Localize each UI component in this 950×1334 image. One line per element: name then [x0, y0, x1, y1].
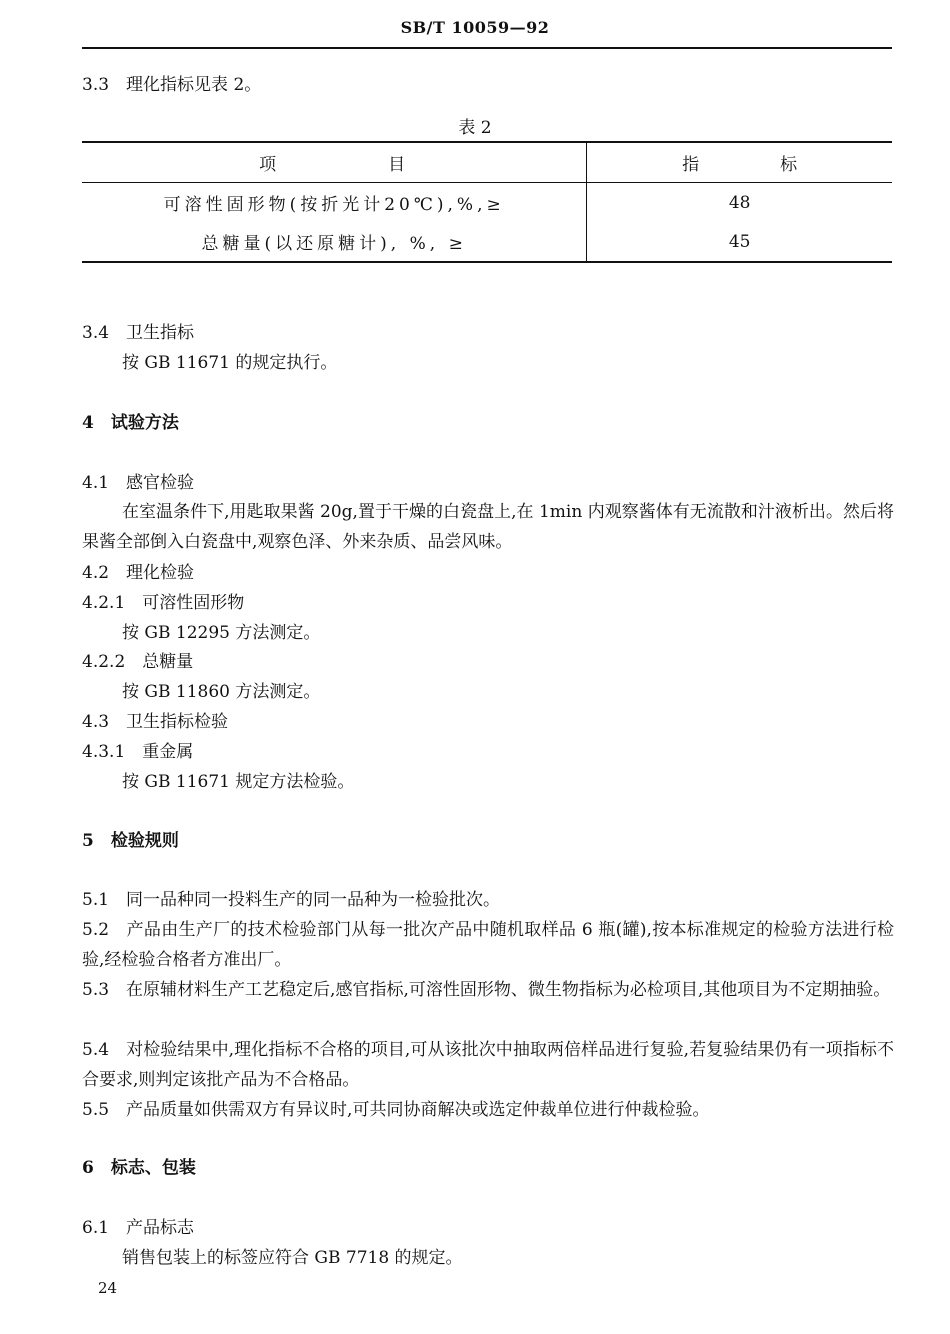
clause-4-2-2-body: 按 GB 11860 方法测定。	[122, 682, 321, 702]
page-number: 24	[98, 1279, 118, 1297]
clause-5-3: 5.3 在原辅材料生产工艺稳定后,感官指标,可溶性固形物、微生物指标为必检项目,其他项目为不定期抽验。	[82, 980, 891, 1000]
table-cell-value: 45	[587, 222, 892, 262]
section-4-heading: 4 试验方法	[82, 413, 179, 433]
table-header-row	[82, 142, 892, 183]
clause-4-2-2-heading: 4.2.2 总糖量	[82, 652, 194, 672]
table-2	[82, 141, 892, 263]
clause-4-3-1-body: 按 GB 11671 规定方法检验。	[122, 772, 355, 792]
clause-6-1-body: 销售包装上的标签应符合 GB 7718 的规定。	[122, 1248, 463, 1268]
clause-6-1-heading: 6.1 产品标志	[82, 1218, 195, 1238]
clause-4-1-heading: 4.1 感官检验	[82, 473, 195, 493]
header-rule	[82, 47, 892, 49]
clause-4-2-1-body: 按 GB 12295 方法测定。	[122, 623, 321, 643]
clause-5-4: 5.4 对检验结果中,理化指标不合格的项目,可从该批次中抽取两倍样品进行复验,若复验结果仍有一项指标不合要求,则判定该批产品为不合格品。	[82, 1040, 894, 1090]
table-cell-item: 总糖量(以还原糖计), %, ≥	[82, 222, 587, 262]
table-2-title: 表 2	[458, 118, 492, 138]
clause-5-5: 5.5 产品质量如供需双方有异议时,可共同协商解决或选定仲裁单位进行仲裁检验。	[82, 1100, 710, 1120]
section-6-heading: 6 标志、包装	[82, 1158, 196, 1178]
clause-5-1: 5.1 同一品种同一投料生产的同一品种为一检验批次。	[82, 890, 501, 910]
standard-code-header: SB/T 10059—92	[400, 18, 550, 37]
table-cell-value: 48	[728, 192, 751, 213]
clause-4-3-1-heading: 4.3.1 重金属	[82, 742, 194, 762]
clause-3-4-heading: 3.4 卫生指标	[82, 323, 195, 343]
clause-4-2-heading: 4.2 理化检验	[82, 563, 195, 583]
table-header-item: 项目	[82, 142, 587, 183]
clause-3-4-body: 按 GB 11671 的规定执行。	[122, 353, 338, 373]
clause-4-2-1-heading: 4.2.1 可溶性固形物	[82, 593, 245, 613]
section-5-heading: 5 检验规则	[82, 831, 179, 851]
clause-4-3-heading: 4.3 卫生指标检验	[82, 712, 229, 732]
clause-3-3: 3.3 理化指标见表 2。	[82, 75, 262, 95]
clause-5-2: 5.2 产品由生产厂的技术检验部门从每一批次产品中随机取样品 6 瓶(罐),按本标准规定的检验方法进行检验,经检验合格者方准出厂。	[82, 920, 894, 970]
table-row	[82, 222, 892, 262]
table-row	[82, 183, 892, 223]
table-cell-item: 可溶性固形物(按折光计20℃),%,≥	[82, 183, 587, 223]
clause-4-1-body: 在室温条件下,用匙取果酱 20g,置于干燥的白瓷盘上,在 1min 内观察酱体有无流散和汁液析出。然后将果酱全部倒入白瓷盘中,观察色泽、外来杂质、品尝风味。	[82, 502, 894, 552]
table-header-indicator: 指标	[587, 142, 892, 183]
